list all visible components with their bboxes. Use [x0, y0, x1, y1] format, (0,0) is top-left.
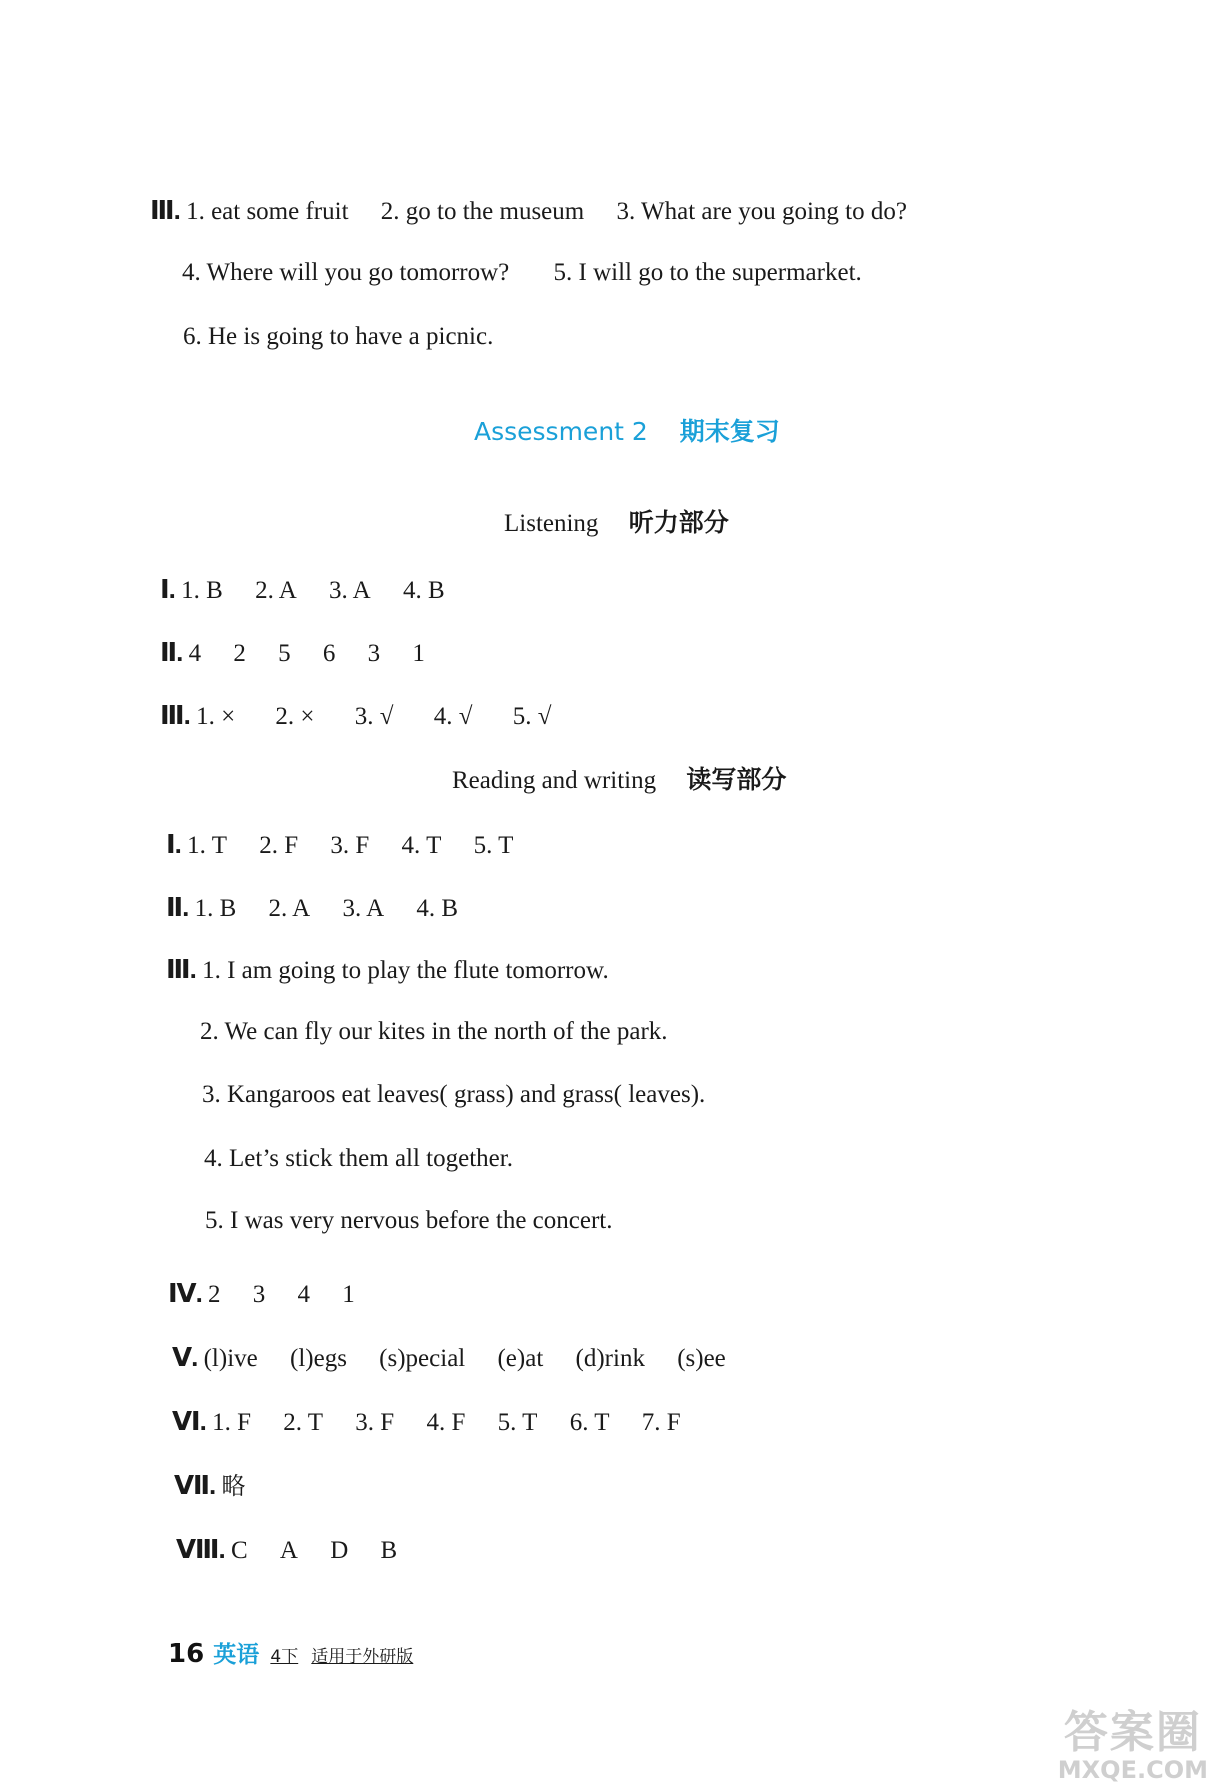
listening-title-en: Listening [504, 510, 599, 537]
answer-item: 6. T [569, 1409, 610, 1436]
answer-item: 7. F [641, 1409, 681, 1436]
reading-title-en: Reading and writing [452, 767, 657, 794]
answer-line-reading-q4 [168, 1276, 355, 1312]
answer-line-reading-q8 [176, 1532, 397, 1568]
answer-item: 2. × [275, 703, 315, 730]
answer-item: 6 [322, 640, 336, 667]
answer-item: 1. B [181, 577, 223, 604]
answer-item: 3. What are you going to do? [616, 198, 907, 225]
answer-line-reading-q3-4 [204, 1142, 513, 1176]
answer-item: 3 [252, 1281, 266, 1308]
answer-item: 4. B [416, 895, 459, 922]
answer-item: 1. I am going to play the flute tomorrow. [202, 957, 609, 984]
answer-item: 2. We can fly our kites in the north of the park. [200, 1018, 668, 1045]
answer-item: 1. × [196, 703, 236, 730]
answer-item: 4. Where will you go tomorrow? [182, 259, 510, 286]
answer-line-top-q3-3 [183, 320, 493, 354]
answer-item: (l)ive [203, 1345, 258, 1372]
answer-line-reading-q2 [166, 890, 458, 926]
listening-title-cn: 听力部分 [628, 508, 729, 537]
answer-line-top-q3-1 [150, 193, 907, 229]
question-label: Ⅱ. [166, 892, 189, 922]
answer-item: 6. He is going to have a picnic. [183, 323, 494, 350]
reading-heading [452, 760, 786, 796]
answer-line-reading-q3-2 [200, 1015, 668, 1049]
answer-item: 2. go to the museum [380, 198, 585, 225]
question-label: Ⅰ. [166, 829, 181, 859]
footer-subject: 英语 [213, 1642, 260, 1668]
page-number: 16 [168, 1639, 205, 1669]
answer-item: 2. A [268, 895, 311, 922]
answer-item: (s)ee [677, 1345, 726, 1372]
answer-line-reading-q3-5 [205, 1204, 612, 1238]
answer-line-reading-q6 [172, 1404, 681, 1440]
answer-item: 4 [188, 640, 202, 667]
watermark [1058, 1696, 1208, 1784]
answer-line-reading-q1 [166, 827, 513, 863]
answer-line-reading-q5 [172, 1340, 726, 1376]
question-label: Ⅶ. [174, 1470, 216, 1500]
answer-item: 1. F [212, 1409, 251, 1436]
answer-item: 1. B [194, 895, 237, 922]
question-label: Ⅲ. [150, 195, 180, 225]
answer-item: 4. Let’s stick them all together. [204, 1145, 513, 1172]
answer-line-reading-q3-1 [166, 952, 609, 988]
answer-item: 4. F [426, 1409, 466, 1436]
answer-item: 1 [412, 640, 425, 667]
answer-item: (d)rink [575, 1345, 645, 1372]
assessment-title: Assessment 2 [474, 417, 648, 446]
answer-item: (e)at [497, 1345, 544, 1372]
answer-line-reading-q3-3 [202, 1078, 705, 1112]
answer-item: 5. √ [512, 703, 552, 730]
answer-item: 4. √ [433, 703, 473, 730]
answer-item: 3. A [329, 577, 371, 604]
answer-line-listening-q3 [160, 698, 551, 734]
question-label: Ⅲ. [166, 954, 196, 984]
answer-line-listening-q2 [160, 635, 425, 671]
answer-item: 4. B [402, 577, 445, 604]
question-label: Ⅱ. [160, 637, 183, 667]
footer-grade: 4下 [270, 1647, 299, 1667]
answer-item: 3. F [355, 1409, 395, 1436]
answer-line-reading-q7 [174, 1468, 246, 1504]
question-label: Ⅲ. [160, 700, 190, 730]
question-label: Ⅰ. [160, 574, 175, 604]
reading-title-cn: 读写部分 [686, 765, 787, 794]
watermark-en: MXQE.COM [1057, 1756, 1208, 1784]
assessment-heading [474, 412, 780, 448]
answer-item: 5 [278, 640, 291, 667]
answer-item: 5. I will go to the supermarket. [553, 259, 862, 286]
question-label: Ⅳ. [168, 1278, 202, 1308]
answer-item: 3. A [342, 895, 385, 922]
answer-line-listening-q1 [160, 572, 445, 608]
answer-item: 3. √ [354, 703, 394, 730]
answer-item: 3. F [330, 832, 370, 859]
answer-item: 1. eat some fruit [186, 198, 349, 225]
answer-item: (l)egs [290, 1345, 347, 1372]
watermark-cn: 答案圈 [1063, 1707, 1202, 1758]
answer-item: 3 [367, 640, 381, 667]
answer-item: 2 [233, 640, 246, 667]
answer-item: B [380, 1537, 398, 1564]
answer-item: 2. A [255, 577, 297, 604]
answer-item: 1. T [187, 832, 227, 859]
answer-item: (s)pecial [379, 1345, 466, 1372]
answer-item: 2. T [283, 1409, 324, 1436]
footer-edition: 适用于外研版 [311, 1647, 414, 1667]
answer-item: 1 [342, 1281, 355, 1308]
answer-item: 5. I was very nervous before the concert. [205, 1207, 613, 1234]
answer-item: 略 [221, 1472, 246, 1500]
assessment-subtitle: 期末复习 [679, 417, 780, 446]
answer-item: 5. T [473, 832, 514, 859]
question-label: Ⅷ. [176, 1534, 225, 1564]
answer-item: 4. T [401, 832, 442, 859]
answer-item: D [330, 1537, 349, 1564]
answer-item: A [279, 1537, 298, 1564]
answer-item: 5. T [497, 1409, 538, 1436]
answer-item: 2. F [259, 832, 299, 859]
answer-item: 2 [208, 1281, 221, 1308]
listening-heading [504, 503, 729, 539]
page-footer [168, 1636, 413, 1669]
answer-item: 3. Kangaroos eat leaves( grass) and grass( leaves). [202, 1081, 706, 1108]
answer-item: C [230, 1537, 248, 1564]
answer-item: 4 [297, 1281, 311, 1308]
question-label: Ⅴ. [172, 1342, 198, 1372]
answer-line-top-q3-2 [182, 256, 862, 290]
question-label: Ⅵ. [172, 1406, 206, 1436]
